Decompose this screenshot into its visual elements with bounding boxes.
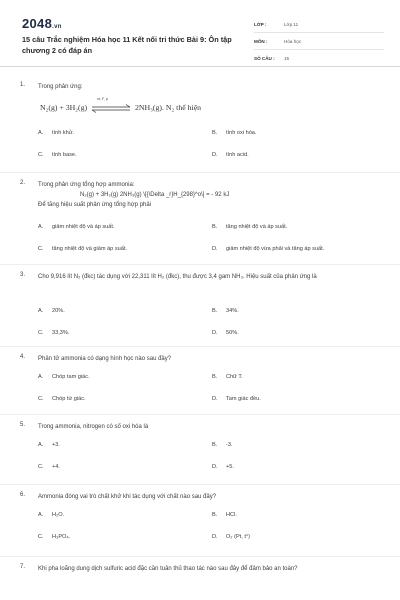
question-number: 6. (20, 492, 26, 498)
option-a[interactable]: A. H₂O. (38, 512, 65, 518)
meta-row-count (254, 50, 384, 66)
option-d[interactable]: D. Tam giác đều. (212, 396, 261, 402)
option-c[interactable]: C. H₃PO₄. (38, 534, 71, 540)
question-separator (0, 264, 400, 265)
question-separator (0, 346, 400, 347)
question-2 (20, 180, 382, 260)
question-text: Trong phản ứng: (38, 84, 83, 90)
option-c[interactable]: C. tăng nhiệt độ và giảm áp suất. (38, 246, 127, 252)
question-3 (20, 272, 382, 344)
option-d[interactable]: D. O₂ (Pt, t°) (212, 534, 250, 540)
question-text: Ammonia đóng vai trò chất khử khi tác dụng với chất nào sau đây? (38, 494, 217, 500)
option-d[interactable]: D. tính acid. (212, 152, 249, 158)
question-text: Trong phản ứng tổng hợp ammonia: (38, 182, 135, 188)
site-logo[interactable]: 2048.vn (22, 16, 62, 31)
meta-value: Hóa học (284, 38, 302, 44)
option-d[interactable]: D. +5. (212, 464, 234, 470)
question-separator (0, 484, 400, 485)
question-text: Cho 9,916 lít N₂ (đkc) tác dụng với 22,311 lít H₂ (đkc), thu được 3,4 gam NH₃. Hiệu suất của phản ứng là (38, 274, 317, 280)
equation-left: N₂(g) + 3H₂(g) (40, 102, 88, 112)
question-4 (20, 354, 382, 414)
question-separator (0, 556, 400, 557)
question-text: Phân tử ammonia có dạng hình học nào sau đây? (38, 356, 172, 362)
question-number: 3. (20, 272, 26, 278)
option-c[interactable]: C. tính base. (38, 152, 77, 158)
question-separator (0, 414, 400, 415)
question-number: 4. (20, 354, 26, 360)
question-6 (20, 492, 382, 552)
meta-key: MÔN : (254, 38, 268, 44)
meta-key: LỚP : (254, 21, 267, 27)
option-a[interactable]: A. Chóp tam giác. (38, 374, 90, 380)
meta-panel (254, 16, 384, 66)
question-separator (0, 172, 400, 173)
question-text: Khi pha loãng dung dịch sulfuric acid đặc cần tuân thủ thao tác nào sau đây để đảm bảo an toàn? (38, 566, 298, 572)
equilibrium-arrow (89, 97, 133, 114)
question-number: 2. (20, 180, 26, 186)
option-b[interactable]: B. -3. (212, 442, 233, 448)
reaction-formula: N₂(g) + 3H₂(g) 2NH₃(g) \[{\Delta _r}H_{298}^o\] = - 92 kJ (80, 192, 230, 198)
option-b[interactable]: B. Chữ T. (212, 374, 243, 380)
double-arrow-icon (89, 102, 133, 114)
option-b[interactable]: B. tăng nhiệt độ và áp suất. (212, 224, 288, 230)
question-number: 7. (20, 564, 26, 570)
meta-row-class (254, 16, 384, 33)
meta-row-subject (254, 33, 384, 50)
meta-value: 15 (284, 55, 290, 61)
option-b[interactable]: B. 34%. (212, 308, 239, 314)
meta-key: SỐ CÂU : (254, 55, 275, 61)
question-number: 5. (20, 422, 26, 428)
question-7 (20, 564, 382, 598)
question-number: 1. (20, 82, 26, 88)
option-a[interactable]: A. +3. (38, 442, 60, 448)
option-a[interactable]: A. 20%. (38, 308, 65, 314)
arrow-condition: xt, t°, p (97, 97, 108, 101)
option-d[interactable]: D. giảm nhiệt độ vừa phải và tăng áp suất. (212, 246, 325, 252)
page-title: 15 câu Trắc nghiệm Hóa học 11 Kết nối tri thức Bài 9: Ôn tập chương 2 có đáp án (22, 35, 232, 55)
option-c[interactable]: C. 33,3%. (38, 330, 70, 336)
equation-right: 2NH₃(g). N₂ thể hiện (134, 102, 202, 112)
option-c[interactable]: C. Chóp tứ giác. (38, 396, 86, 402)
option-b[interactable]: B. HCl. (212, 512, 237, 518)
header-divider (0, 66, 400, 67)
option-a[interactable]: A. tính khử. (38, 130, 75, 136)
option-d[interactable]: D. 50%. (212, 330, 239, 336)
page-header (0, 0, 400, 66)
question-text: Trong ammonia, nitrogen có số oxi hóa là (38, 424, 149, 430)
question-5 (20, 422, 382, 482)
question-1 (20, 82, 382, 172)
question-subtext: Để tăng hiệu suất phản ứng tổng hợp phải (38, 202, 152, 208)
meta-value: Lớp 11 (284, 21, 299, 27)
option-b[interactable]: B. tính oxi hóa. (212, 130, 257, 136)
option-a[interactable]: A. giảm nhiệt độ và áp suất. (38, 224, 115, 230)
option-c[interactable]: C. +4. (38, 464, 60, 470)
equation (40, 97, 202, 114)
